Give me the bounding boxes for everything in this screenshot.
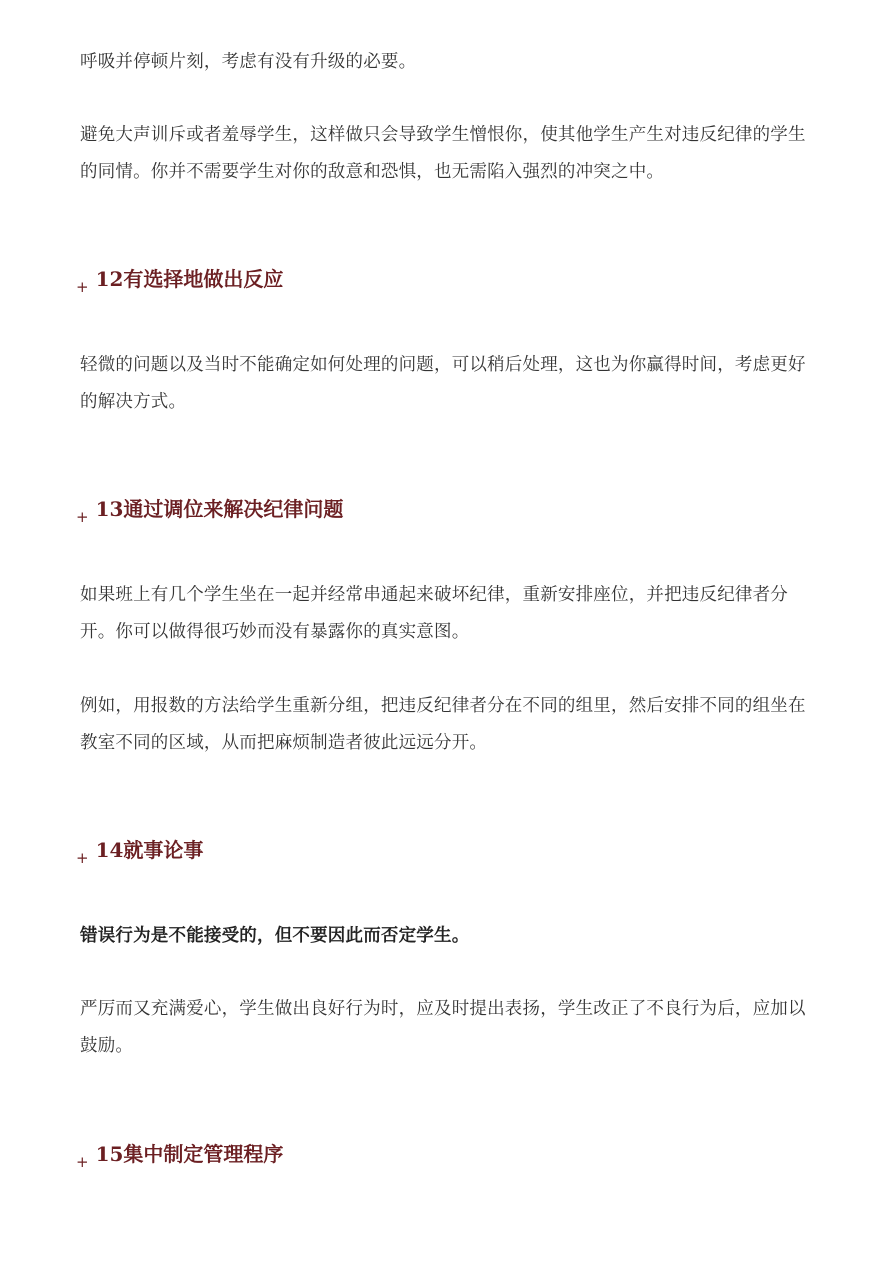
expand-plus-icon: + [76, 278, 89, 296]
paragraph-bold-statement: 错误行为是不能接受的，但不要因此而否定学生。 [80, 926, 470, 946]
paragraph-rearrange-seats: 如果班上有几个学生坐在一起并经常串通起来破坏纪律，重新安排座位，并把违反纪律者分开。你可以做得很巧妙而没有暴露你的真实意图。 [80, 585, 788, 642]
section-heading-14[interactable] [76, 833, 204, 867]
section-heading-15-title: 15集中制定管理程序 [95, 1142, 284, 1166]
paragraph-selective-response: 轻微的问题以及当时不能确定如何处理的问题，可以稍后处理，这也为你赢得时间，考虑更好的解决方式。 [80, 355, 806, 412]
section-heading-12-title: 12有选择地做出反应 [95, 267, 284, 291]
expand-plus-icon: + [76, 849, 89, 867]
section-heading-15[interactable] [76, 1137, 284, 1171]
section-heading-12[interactable] [76, 262, 284, 296]
paragraph-pause: 呼吸并停顿片刻，考虑有没有升级的必要。 [80, 52, 417, 72]
paragraph-regroup-example: 例如，用报数的方法给学生重新分组，把违反纪律者分在不同的组里，然后安排不同的组坐在教室不同的区域，从而把麻烦制造者彼此远远分开。 [80, 696, 806, 753]
paragraph-avoid-scolding: 避免大声训斥或者羞辱学生，这样做只会导致学生憎恨你，使其他学生产生对违反纪律的学生的同情。你并不需要学生对你的敌意和恐惧，也无需陷入强烈的冲突之中。 [80, 125, 806, 182]
section-heading-13-title: 13通过调位来解决纪律问题 [95, 497, 344, 521]
paragraph-strict-caring: 严厉而又充满爱心，学生做出良好行为时，应及时提出表扬，学生改正了不良行为后，应加以鼓励。 [80, 999, 806, 1056]
expand-plus-icon: + [76, 508, 89, 526]
section-heading-14-title: 14就事论事 [95, 838, 204, 862]
section-heading-13[interactable] [76, 492, 344, 526]
expand-plus-icon: + [76, 1153, 89, 1171]
